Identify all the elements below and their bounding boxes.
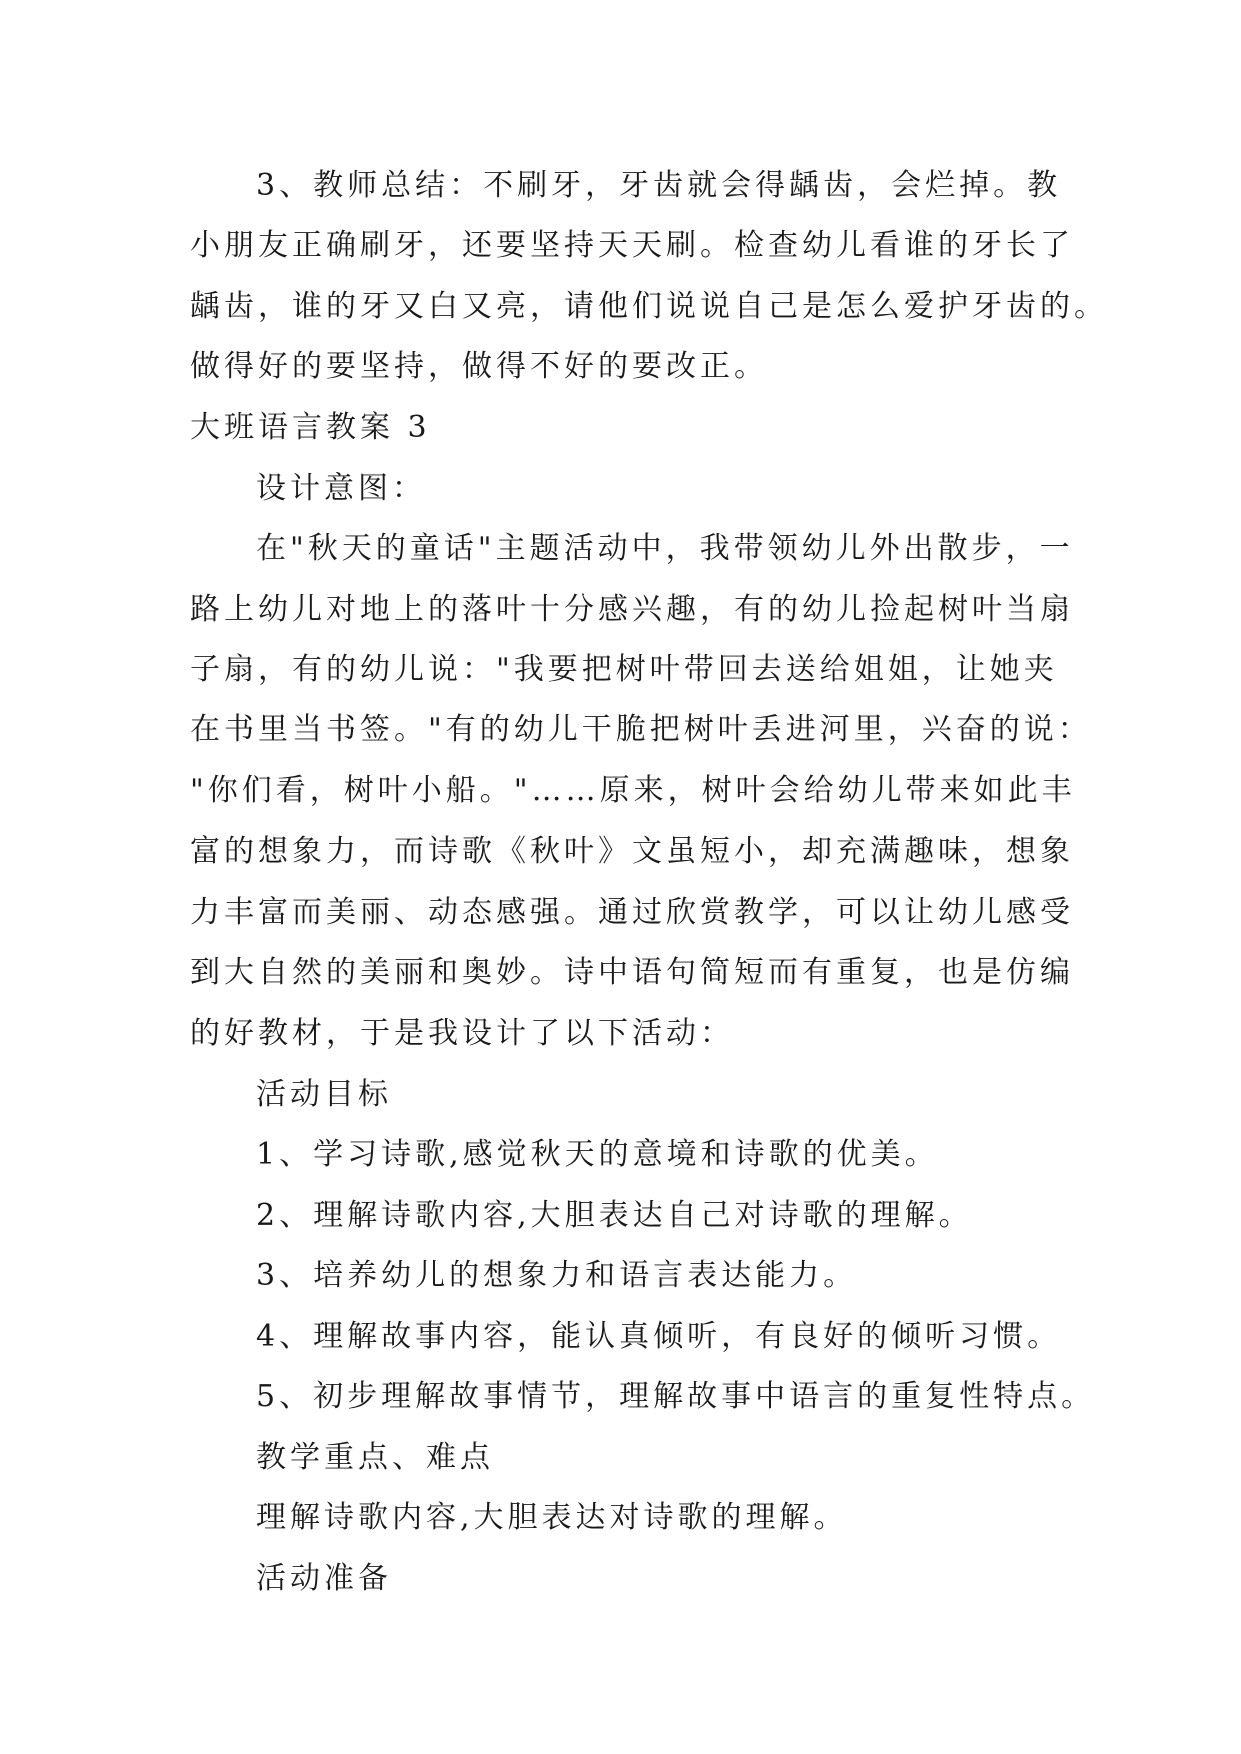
paragraph-line: 在书里当书签。"有的幼儿干脆把树叶丢进河里，兴奋的说： [190, 712, 1092, 747]
paragraph-line: 到大自然的美丽和奥妙。诗中语句简短而有重复，也是仿编 [190, 955, 1074, 990]
subheading-design-intent: 设计意图： [256, 471, 426, 506]
paragraph-line: 富的想象力，而诗歌《秋叶》文虽短小，却充满趣味，想象 [190, 834, 1074, 869]
paragraph-line: 做得好的要坚持，做得不好的要改正。 [190, 349, 768, 384]
subheading-key-points: 教学重点、难点 [256, 1440, 494, 1475]
paragraph-line: 龋齿，谁的牙又白又亮，请他们说说自己是怎么爱护牙齿的。 [190, 289, 1108, 324]
paragraph-line: 3、教师总结：不刷牙，牙齿就会得龋齿，会烂掉。教 [256, 168, 1062, 203]
subheading-activity-goals: 活动目标 [256, 1077, 392, 1112]
subheading-preparation: 活动准备 [256, 1561, 392, 1596]
paragraph-line: 力丰富而美丽、动态感强。通过欣赏教学，可以让幼儿感受 [190, 895, 1074, 930]
paragraph-line: 的好教材，于是我设计了以下活动： [190, 1016, 734, 1051]
paragraph-line: 路上幼儿对地上的落叶十分感兴趣，有的幼儿捡起树叶当扇 [190, 592, 1074, 627]
paragraph-line: 在"秋天的童话"主题活动中，我带领幼儿外出散步，一 [256, 531, 1074, 566]
paragraph-line: 小朋友正确刷牙，还要坚持天天刷。检查幼儿看谁的牙长了 [190, 228, 1074, 263]
list-item: 4、理解故事内容，能认真倾听，有良好的倾听习惯。 [256, 1319, 1062, 1354]
paragraph-line: 子扇，有的幼儿说："我要把树叶带回去送给姐姐，让她夹 [190, 652, 1058, 687]
list-item: 3、培养幼儿的想象力和语言表达能力。 [256, 1258, 858, 1293]
list-item: 2、理解诗歌内容,大胆表达自己对诗歌的理解。 [256, 1198, 973, 1233]
section-heading: 大班语言教案 3 [190, 410, 431, 445]
list-item: 5、初步理解故事情节，理解故事中语言的重复性特点。 [256, 1379, 1096, 1414]
paragraph-line: "你们看，树叶小船。"……原来，树叶会给幼儿带来如此丰 [190, 773, 1076, 808]
list-item: 1、学习诗歌,感觉秋天的意境和诗歌的优美。 [256, 1137, 939, 1172]
paragraph-line: 理解诗歌内容,大胆表达对诗歌的理解。 [256, 1500, 848, 1535]
